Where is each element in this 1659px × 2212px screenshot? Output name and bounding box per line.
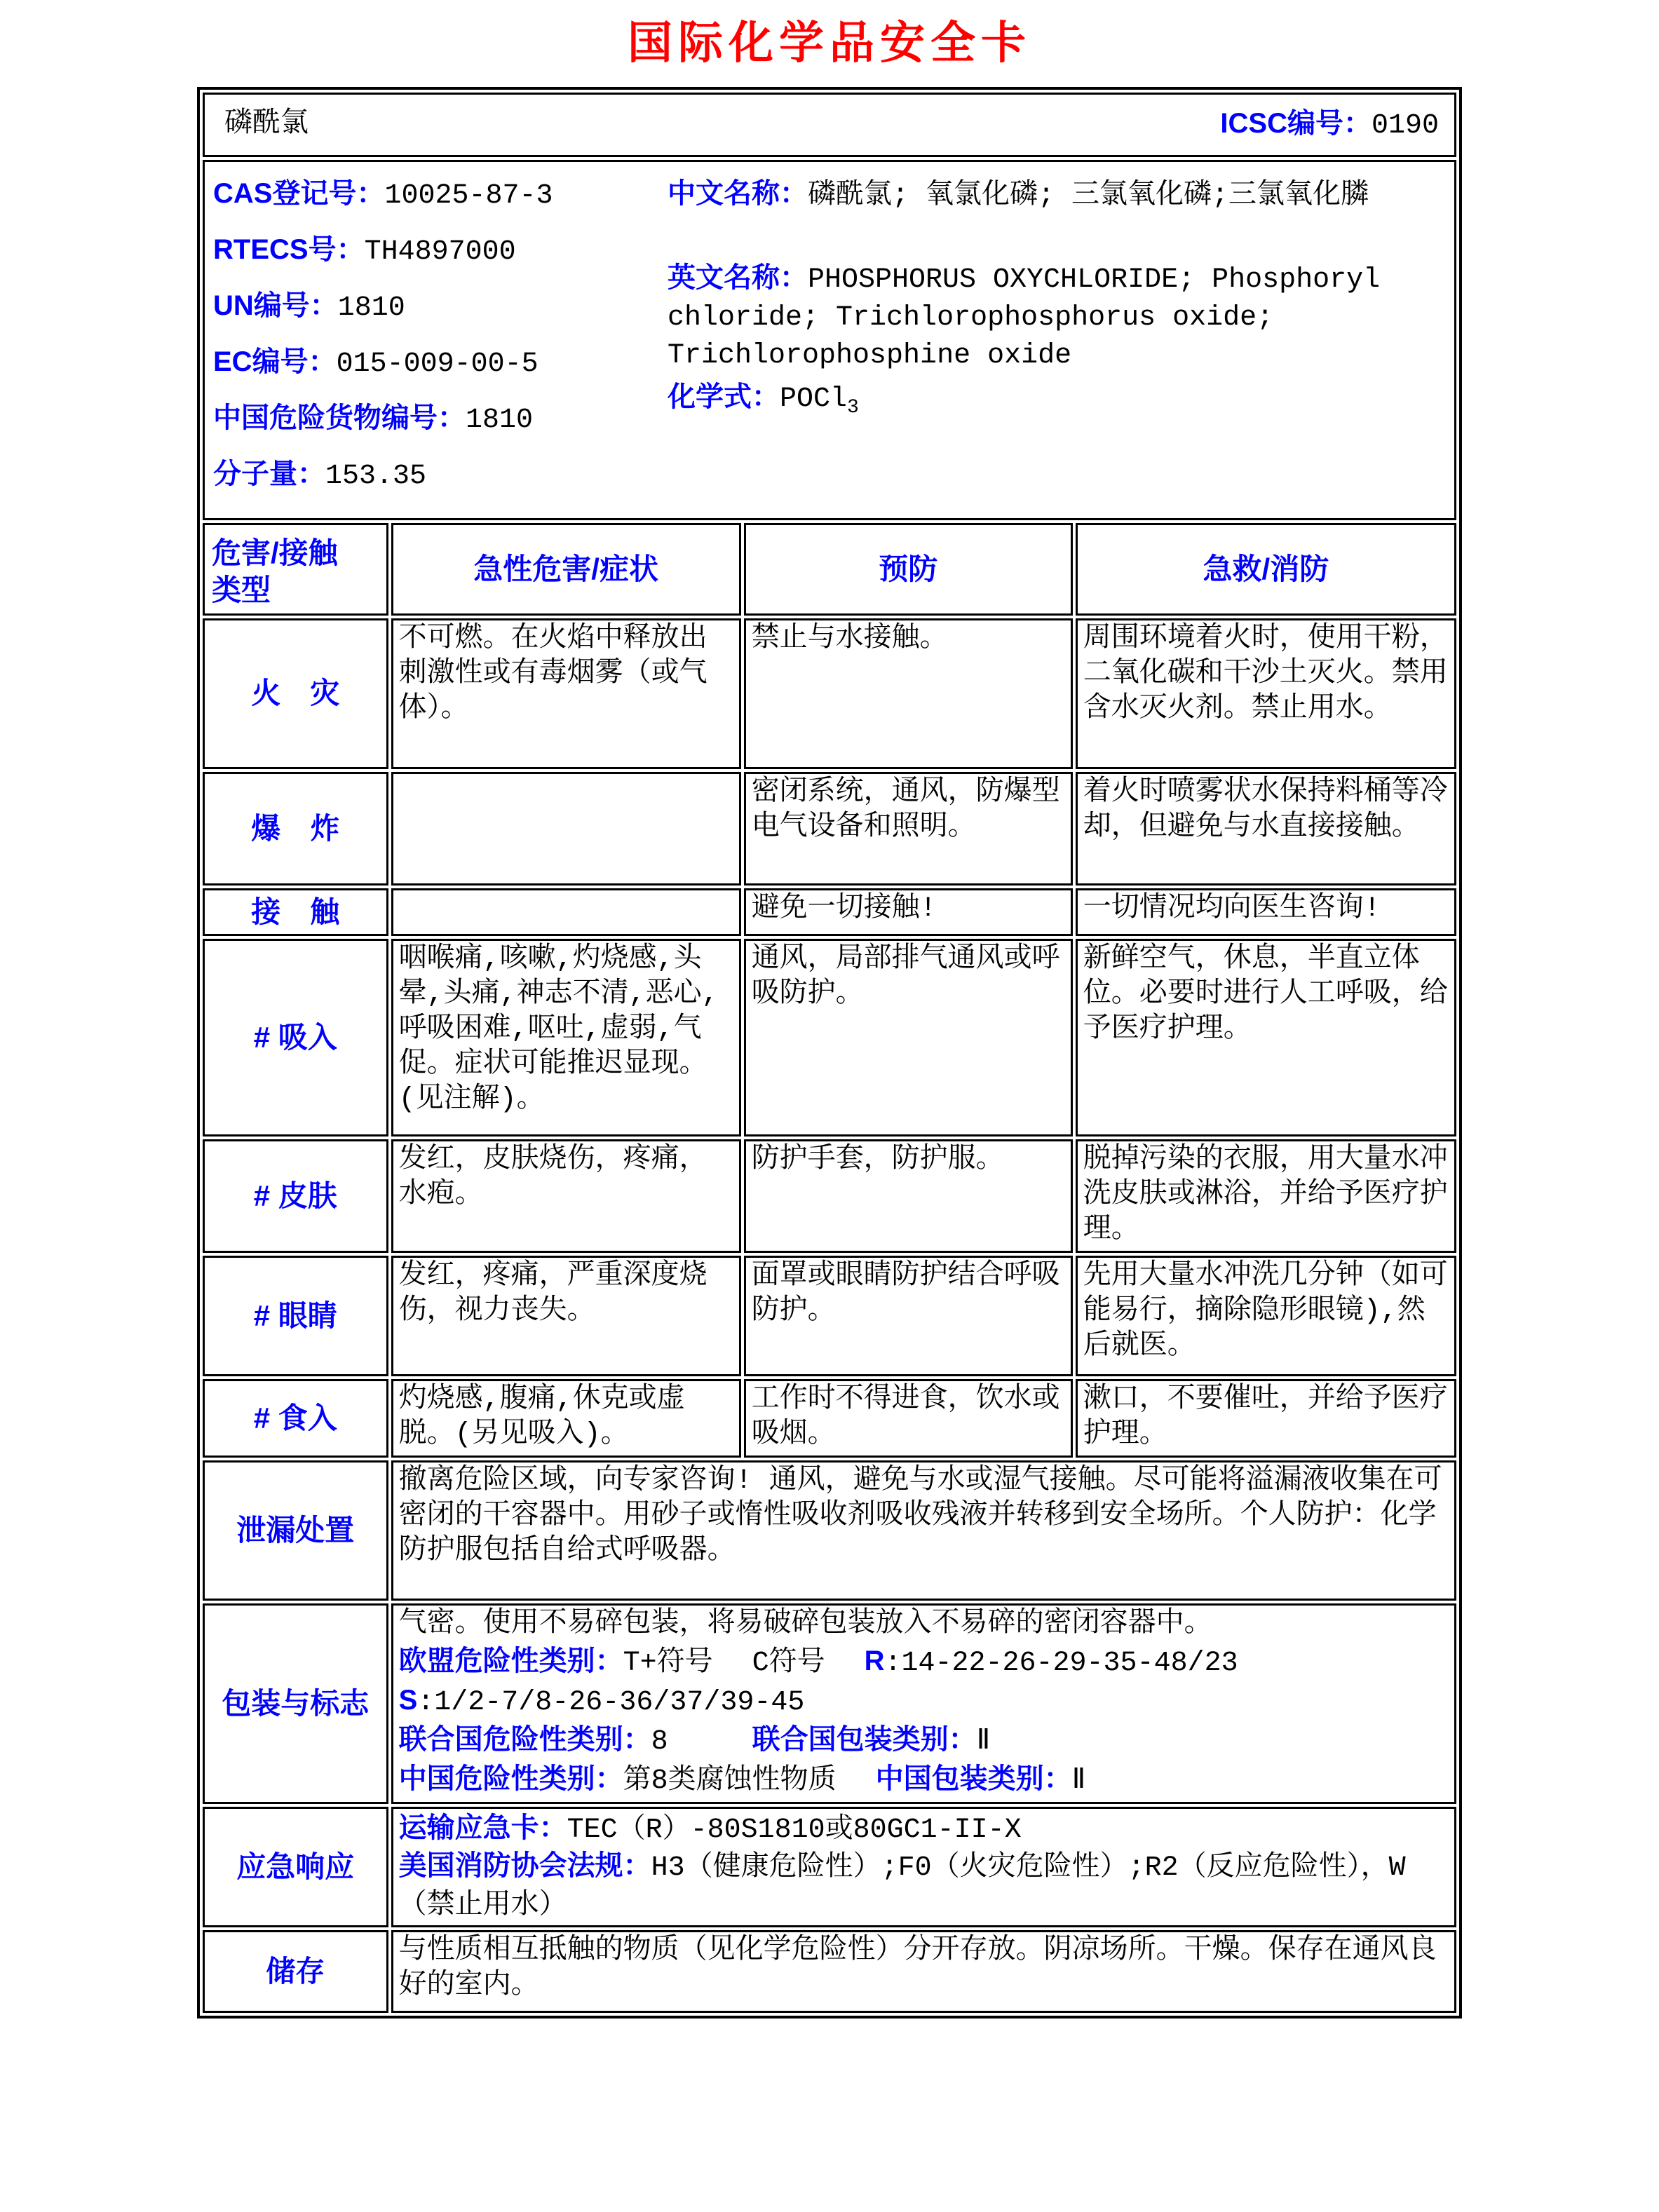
packaging-content-cell — [391, 1603, 1456, 1804]
identifier-cas — [213, 176, 668, 214]
explosion-symptoms-cell — [391, 772, 741, 886]
hazard-row-skin — [203, 1139, 1456, 1253]
nfpa-value: H3（健康危险性）;F0（火灾危险性）;R2（反应危险性），W （禁止用水） — [398, 1852, 1406, 1922]
chinese-names — [668, 176, 1446, 214]
formula-label: 化学式： — [668, 381, 780, 412]
explosion-firstaid-cell: 着火时喷雾状水保持料桶等冷却，但避免与水直接接触。 — [1076, 772, 1456, 886]
fire-type-cell: 火 灾 — [203, 618, 388, 769]
un-label: UN编号： — [213, 290, 338, 321]
chemical-name: 磷酰氯 — [224, 109, 309, 140]
icsc-number-label: ICSC编号： — [1220, 108, 1372, 139]
rtecs-value: TH4897000 — [364, 236, 516, 268]
ingestion-type-cell: # 食入 — [203, 1379, 388, 1458]
spill-label-cell: 泄漏处置 — [203, 1460, 388, 1601]
contact-symptoms-cell — [391, 888, 741, 936]
eyes-symptoms-cell: 发红，疼痛，严重深度烧伤，视力丧失。 — [391, 1256, 741, 1376]
emergency-tec-line — [399, 1810, 1449, 1848]
skin-firstaid-cell: 脱掉污染的衣服，用大量水冲洗皮肤或淋浴，并给予医疗护理。 — [1076, 1139, 1456, 1253]
cas-value: 10025-87-3 — [384, 180, 553, 212]
fire-symptoms-cell: 不可燃。在火焰中释放出刺激性或有毒烟雾（或气体）。 — [391, 618, 741, 769]
contact-firstaid-cell: 一切情况均向医生咨询! — [1076, 888, 1456, 936]
identifier-rtecs — [213, 232, 668, 270]
packaging-intro: 气密。使用不易碎包装，将易破碎包装放入不易碎的密闭容器中。 — [398, 1608, 1212, 1640]
inhalation-firstaid-cell: 新鲜空气，休息，半直立体位。必要时进行人工呼吸，给予医疗护理。 — [1076, 939, 1456, 1136]
storage-label-cell: 储存 — [203, 1930, 388, 2013]
hazard-header-row — [203, 523, 1456, 616]
hazard-row-ingestion — [203, 1379, 1456, 1458]
packaging-label-cell: 包装与标志 — [203, 1603, 388, 1804]
header-symptoms: 急性危害/症状 — [391, 523, 741, 616]
hazard-row-eyes — [203, 1256, 1456, 1376]
cn-pack-label: 中国包装类别： — [875, 1763, 1072, 1794]
names-block — [668, 168, 1446, 513]
skin-prevention-cell: 防护手套，防护服。 — [744, 1139, 1073, 1253]
inhalation-prevention-cell: 通风，局部排气通风或呼吸防护。 — [744, 939, 1073, 1136]
packaging-s-line — [399, 1683, 1449, 1721]
cn-class-value: 第8类腐蚀性物质 — [623, 1765, 837, 1797]
name-strip-cell — [203, 93, 1456, 157]
tec-value: TEC（R）-80S1810或80GC1-II-X — [567, 1814, 1022, 1846]
identifier-mol-weight — [213, 456, 668, 494]
contact-type-cell: 接 触 — [203, 888, 388, 936]
cas-label: CAS登记号： — [213, 178, 385, 209]
un-pack-label: 联合国包装类别： — [752, 1724, 977, 1755]
tec-label: 运输应急卡： — [398, 1812, 567, 1843]
storage-text-cell: 与性质相互抵触的物质（见化学危险性）分开存放。阴凉场所。干燥。保存在通风良好的室内。 — [391, 1930, 1456, 2013]
en-name-label: 英文名称： — [668, 262, 808, 293]
ingestion-prevention-cell: 工作时不得进食，饮水或吸烟。 — [744, 1379, 1073, 1458]
header-hazard-type-line2: 类型 — [212, 573, 271, 606]
ec-label: EC编号： — [213, 346, 337, 377]
page-title: 国际化学品安全卡 — [628, 18, 1031, 68]
contact-prevention-cell: 避免一切接触! — [744, 888, 1073, 936]
nfpa-label: 美国消防协会法规： — [398, 1850, 651, 1881]
china-dg-label: 中国危险货物编号： — [213, 402, 466, 433]
header-prevention: 预防 — [744, 523, 1073, 616]
emergency-row — [203, 1807, 1456, 1927]
cn-pack-value: Ⅱ — [1071, 1765, 1086, 1797]
cn-name-value: 磷酰氯; 氧氯化磷; 三氯氧化磷;三氯氧化膦 — [808, 180, 1369, 212]
inhalation-type-cell: # 吸入 — [203, 939, 388, 1136]
identification-row — [203, 160, 1456, 520]
explosion-type-cell: 爆 炸 — [203, 772, 388, 886]
s-phrases-value: :1/2-7/8-26-36/37/39-45 — [417, 1687, 805, 1718]
fire-prevention-cell: 禁止与水接触。 — [744, 618, 1073, 769]
identifier-china-dg — [213, 400, 668, 438]
identifier-un — [213, 288, 668, 326]
cn-class-label: 中国危险性类别： — [398, 1763, 623, 1794]
eyes-prevention-cell: 面罩或眼睛防护结合呼吸防护。 — [744, 1256, 1073, 1376]
spill-row — [203, 1460, 1456, 1601]
mol-weight-label: 分子量： — [213, 459, 325, 489]
emergency-content-cell — [391, 1807, 1456, 1927]
rtecs-label: RTECS号： — [213, 234, 365, 265]
un-class-label: 联合国危险性类别： — [398, 1724, 651, 1755]
skin-symptoms-cell: 发红，皮肤烧伤，疼痛，水疱。 — [391, 1139, 741, 1253]
mol-weight-value: 153.35 — [325, 461, 427, 492]
eu-c-symbol: C符号 — [752, 1648, 825, 1679]
hazard-row-contact — [203, 888, 1456, 936]
emergency-label-cell: 应急响应 — [203, 1807, 388, 1927]
header-hazard-type-line1: 危害/接触 — [212, 536, 338, 569]
packaging-row — [203, 1603, 1456, 1804]
hazard-row-explosion — [203, 772, 1456, 886]
icsc-number-group — [1220, 106, 1439, 144]
formula-value: POCl$_3$ — [780, 384, 859, 419]
eu-class-label: 欧盟危险性类别： — [398, 1646, 623, 1676]
icsc-card-table — [197, 87, 1462, 2018]
identifier-ec — [213, 344, 668, 382]
spill-text-cell: 撤离危险区域，向专家咨询! 通风，避免与水或湿气接触。尽可能将溢漏液收集在可密闭的干容器中。用砂子或惰性吸收剂吸收残液并转移到安全场所。个人防护：化学防护服包括自给式呼吸器。 — [391, 1460, 1456, 1601]
fire-firstaid-cell: 周围环境着火时，使用干粉，二氧化碳和干沙土灭火。禁用含水灭火剂。禁止用水。 — [1076, 618, 1456, 769]
storage-row — [203, 1930, 1456, 2013]
ec-value: 015-009-00-5 — [336, 348, 539, 380]
eyes-firstaid-cell: 先用大量水冲洗几分钟（如可能易行，摘除隐形眼镜),然后就医。 — [1076, 1256, 1456, 1376]
chemical-formula — [668, 379, 1446, 420]
packaging-cn-line — [399, 1761, 1449, 1799]
ingestion-firstaid-cell: 漱口，不要催吐，并给予医疗护理。 — [1076, 1379, 1456, 1458]
explosion-prevention-cell: 密闭系统，通风，防爆型电气设备和照明。 — [744, 772, 1073, 886]
hazard-row-fire — [203, 618, 1456, 769]
identification-cell — [203, 160, 1456, 520]
r-phrases-value: :14-22-26-29-35-48/23 — [884, 1648, 1238, 1679]
r-phrases-label: R — [864, 1646, 885, 1676]
identifier-list — [213, 168, 668, 513]
name-strip-row — [203, 93, 1456, 157]
ingestion-symptoms-cell: 灼烧感,腹痛,休克或虚脱。(另见吸入)。 — [391, 1379, 741, 1458]
un-value: 1810 — [337, 292, 405, 324]
english-names — [668, 260, 1446, 374]
emergency-nfpa-line — [399, 1848, 1449, 1924]
header-firstaid: 急救/消防 — [1076, 523, 1456, 616]
cn-name-label: 中文名称： — [668, 178, 808, 209]
eu-t-symbol: T+符号 — [623, 1648, 713, 1679]
en-name-value: PHOSPHORUS OXYCHLORIDE; Phosphoryl chloride; Trichlorophosphorus oxide; Trichlorophosphine oxide — [668, 264, 1381, 372]
un-class-value: 8 — [651, 1726, 668, 1758]
header-hazard-type — [203, 523, 388, 616]
packaging-eu-line — [399, 1643, 1449, 1681]
icsc-number-value: 0190 — [1371, 110, 1439, 142]
hazard-row-inhalation — [203, 939, 1456, 1136]
packaging-un-line — [399, 1722, 1449, 1760]
inhalation-symptoms-cell: 咽喉痛,咳嗽,灼烧感,头晕,头痛,神志不清,恶心,呼吸困难,呕吐,虚弱,气促。症状可能推迟显现。(见注解)。 — [391, 939, 741, 1136]
un-pack-value: Ⅱ — [976, 1726, 991, 1758]
eyes-type-cell: # 眼睛 — [203, 1256, 388, 1376]
skin-type-cell: # 皮肤 — [203, 1139, 388, 1253]
s-phrases-label: S — [398, 1685, 418, 1716]
china-dg-value: 1810 — [466, 405, 534, 436]
